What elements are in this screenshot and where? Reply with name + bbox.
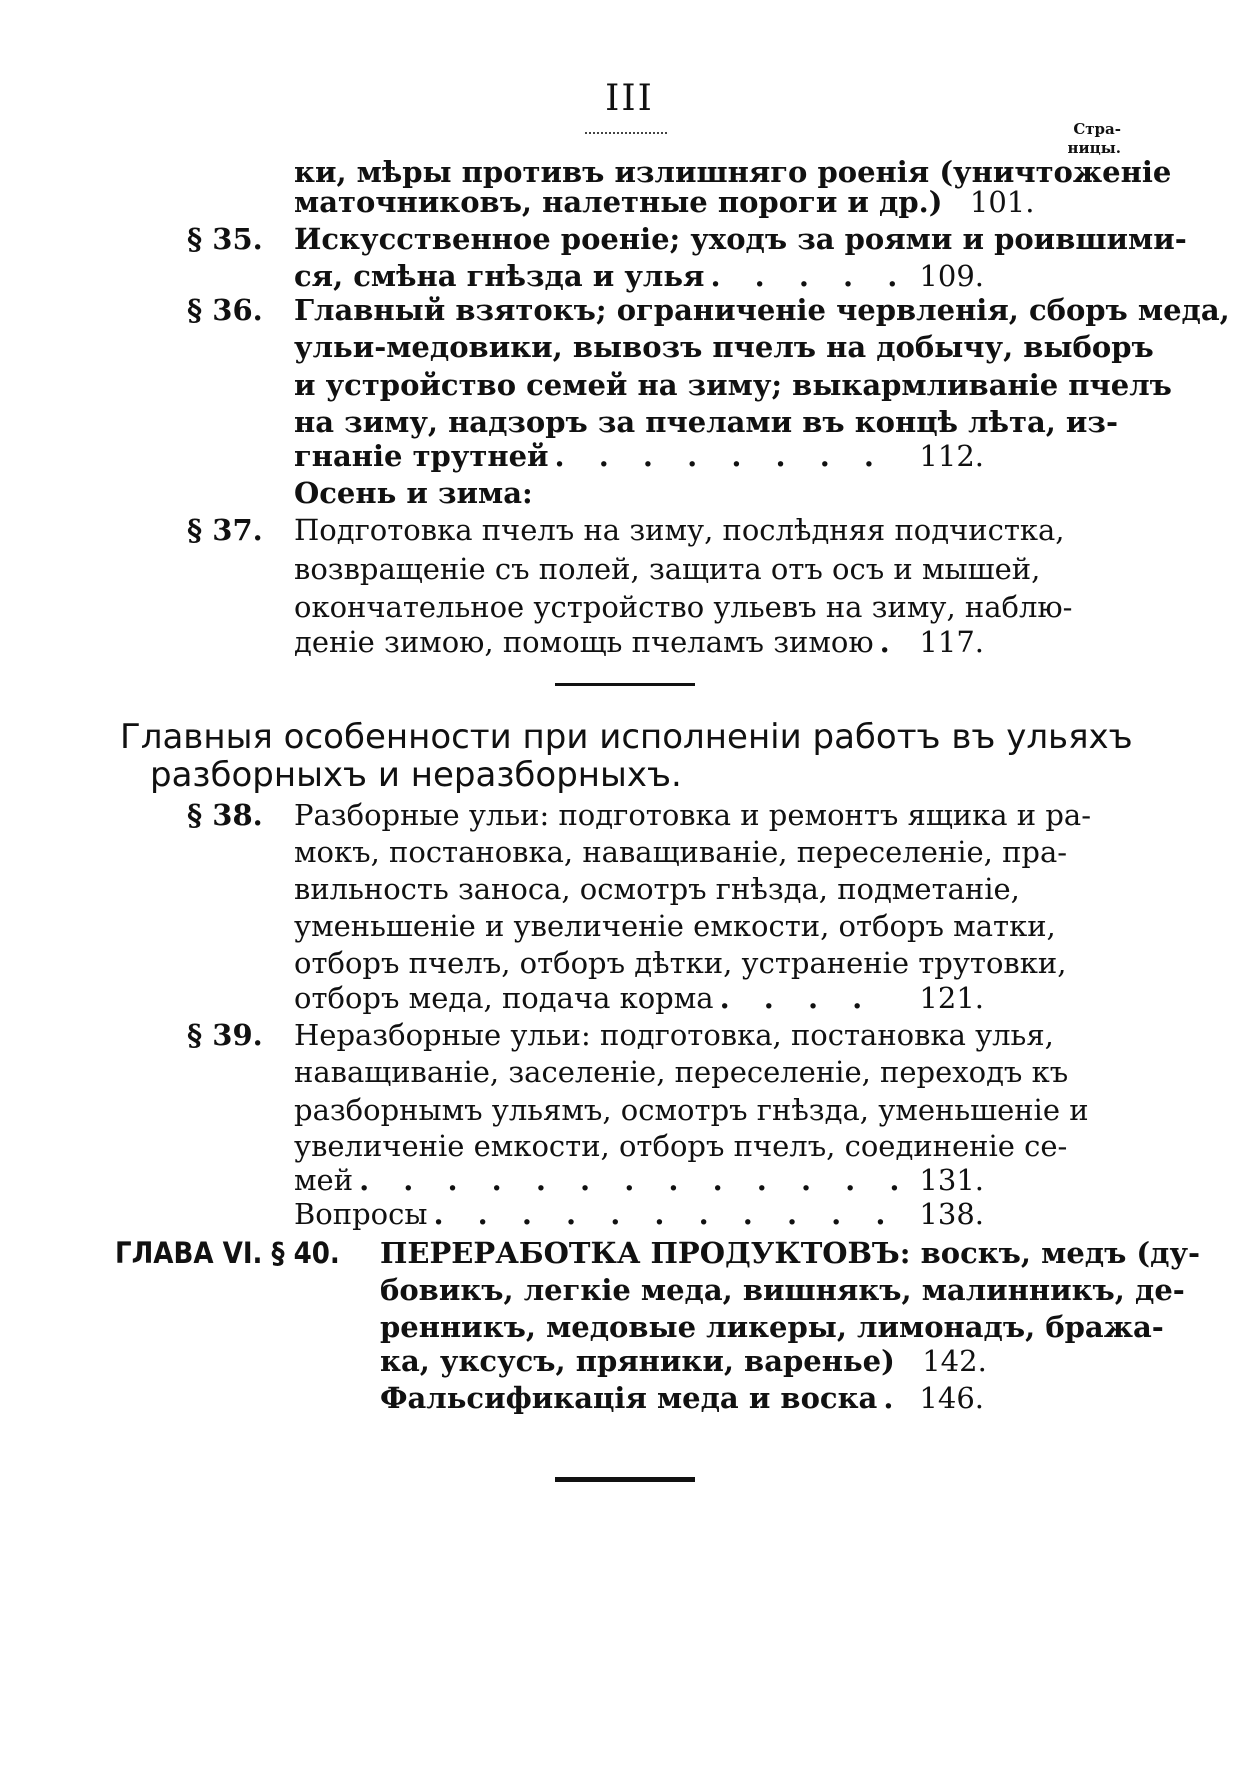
pages-label-2: ницы. [1067,139,1121,157]
page-ref: 101. [969,185,1035,219]
toc-line: ульи-медовики, вывозъ пчелъ на добычу, выборъ [294,330,1154,364]
toc-line: бовикъ, легкіе меда, вишнякъ, малинникъ, де- [380,1273,1185,1307]
toc-line: окончательное устройство ульевъ на зиму, наблю- [294,590,1073,624]
dot-leader [883,1378,898,1418]
page-ref: 138. [919,1197,984,1231]
toc-line: отборъ меда, подача корма . . . 121. [294,978,984,1018]
section-divider [555,683,695,686]
paragraph-number: § 37. [187,513,263,547]
toc-line: ренникъ, медовые ликеры, лимонадъ, бража- [380,1310,1164,1344]
toc-line: ПЕРЕРАБОТКА ПРОДУКТОВЪ: воскъ, медъ (ду- [380,1236,1201,1270]
toc-line-questions: Вопросы . . . 138. [294,1194,984,1234]
toc-line: возвращеніе съ полей, защита отъ осъ и мышей, [294,552,1041,586]
page-ref: 146. [919,1381,984,1415]
chapter-label: ГЛАВА VI. § 40. [115,1236,340,1270]
page-ref: 109. [919,259,984,293]
paragraph-number: § 39. [187,1018,263,1052]
toc-line: мей . . . 131. [294,1160,984,1200]
section-title-cont: разборныхъ и неразборныхъ. [150,755,682,795]
page-ref: 142. [922,1344,987,1378]
page-number: III [605,78,654,119]
toc-line: ка, уксусъ, пряники, варенье) 142. [380,1341,984,1381]
page-ref: 117. [919,625,984,659]
toc-line: наващиваніе, заселеніе, переселеніе, переходъ къ [294,1055,1069,1089]
page-ref: 112. [919,439,984,473]
paragraph-number: § 35. [187,222,263,256]
paragraph-number: § 36. [187,293,263,327]
toc-line: ки, мѣры противъ излишняго роенія (уничтоженіе [294,155,1172,189]
toc-line: уменьшеніе и увеличеніе емкости, отборъ матки, [294,909,1056,943]
toc-line: отборъ пчелъ, отборъ дѣтки, устраненіе трутовки, [294,946,1067,980]
dot-leader [555,436,898,476]
toc-line: ся, смѣна гнѣзда и улья . . . 109. [294,256,984,296]
toc-line: деніе зимою, помощь пчеламъ зимою . . . 117. [294,622,984,662]
toc-line: Главный взятокъ; ограниченіе червленія, сборъ меда, [294,293,1230,327]
toc-line: увеличеніе емкости, отборъ пчелъ, соединеніе се- [294,1129,1068,1163]
dot-leader [880,622,898,662]
page-ref: 131. [919,1163,984,1197]
toc-line: Подготовка пчелъ на зиму, послѣдняя подчистка, [294,513,1065,547]
toc-line: гнаніе трутней . . . 112. [294,436,984,476]
toc-line: Искусственное роеніе; уходъ за роями и роившими- [294,222,1187,256]
toc-line: мокъ, постановка, наващиваніе, переселеніе, пра- [294,835,1068,869]
toc-line: маточниковъ, налетные пороги и др.) 101. [294,182,984,222]
toc-line: на зиму, надзоръ за пчелами въ концѣ лѣта, из- [294,405,1118,439]
section-title: Главныя особенности при исполненіи работъ въ ульяхъ [120,717,1133,757]
paragraph-number: § 38. [187,798,263,832]
toc-line: вильность заноса, осмотръ гнѣзда, подметаніе, [294,872,1020,906]
dot-leader [433,1194,898,1234]
end-rule [555,1477,695,1482]
toc-line: и устройство семей на зиму; выкармливаніе пчелъ [294,368,1172,402]
page-ref: 121. [919,981,984,1015]
toc-line: Разборные ульи: подготовка и ремонтъ ящика и ра- [294,798,1091,832]
page-number-rule [585,132,667,134]
subheading-autumn-winter: Осень и зима: [294,476,533,510]
toc-line: разборнымъ ульямъ, осмотръ гнѣзда, уменьшеніе и [294,1093,1089,1127]
toc-line: Неразборные ульи: подготовка, постановка улья, [294,1018,1054,1052]
dot-leader [720,978,898,1018]
toc-line-falsification: Фальсификація меда и воска . . . 146. [380,1378,984,1418]
pages-label-1: Стра- [1073,120,1121,138]
